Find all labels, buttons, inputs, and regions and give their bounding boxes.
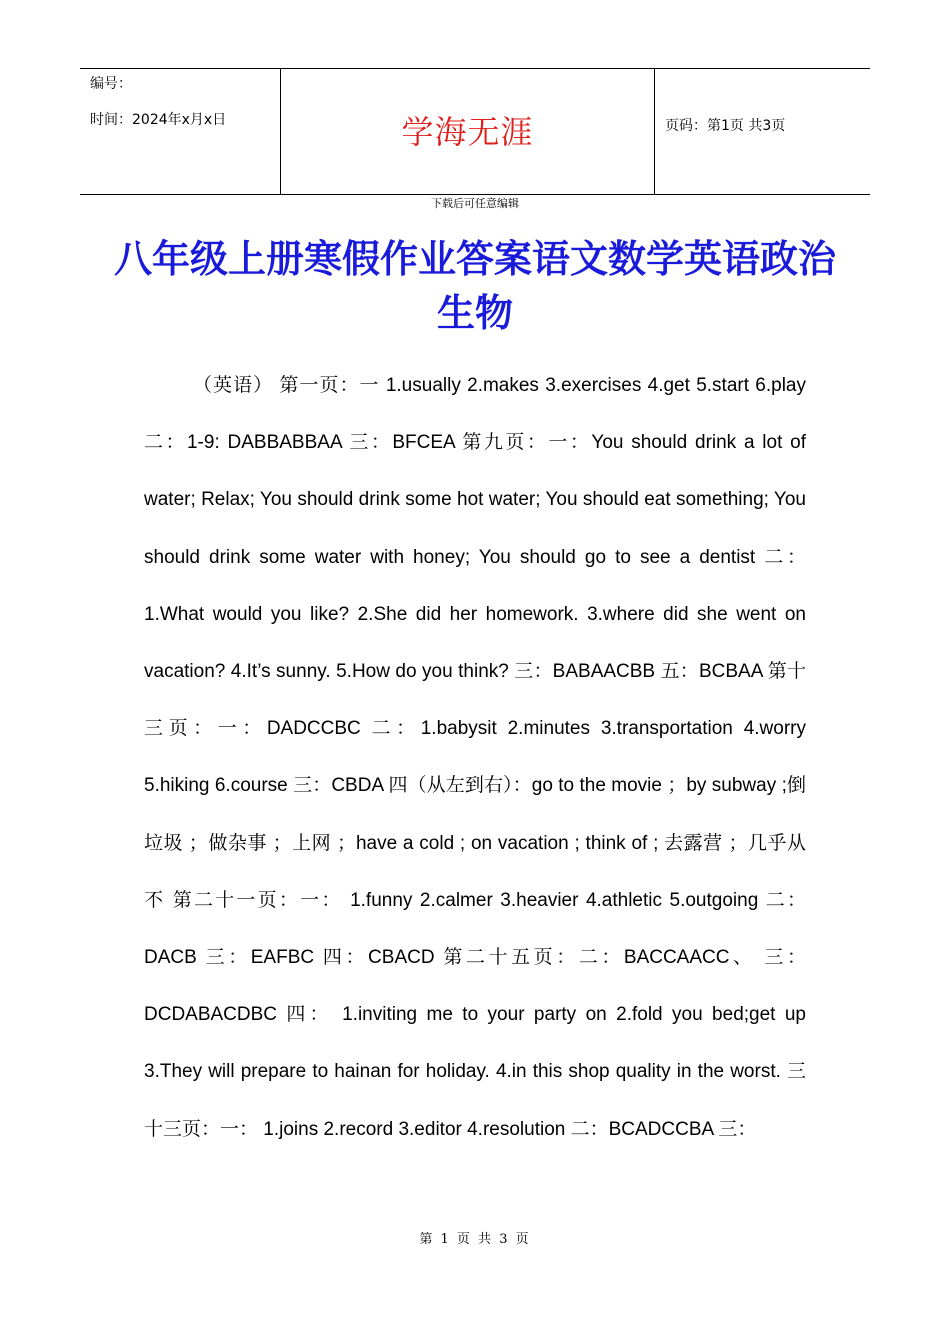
answer-body (144, 357, 806, 1158)
document-title: 八年级上册寒假作业答案语文数学英语政治生物 (113, 236, 836, 335)
page-footer: 第 1 页 共 3 页 (419, 1232, 531, 1247)
header-middle-cell (281, 69, 655, 194)
date-label: 时间：2024年x月x日 (90, 112, 227, 128)
header-right-cell (655, 69, 870, 194)
answer-text: （英语） 第一页：一 1.usually 2.makes 3.exercises 4.get 5.start 6.play 二：1-9: DABBABBAA 三：BFCEA 第九页：一：You should drink a lot of water; Relax; You should drink some hot water; You should eat something; You should drink some water with honey; You should go to see a dentist 二： 1.What would you like? 2.She did her homework. 3.where did she went on vacation? 4.It’s sunny. 5.How do you think? 三：BABAACBB 五：BCBAA 第十三页：一：DADCCBC 二：1.babysit 2.minutes 3.transportation 4.worry 5.hiking 6.course 三：CBDA 四（从左到右）：go to the movie ；by subway ;倒垃圾 ；做杂事 ；上网 ；have a cold ; on vacation ; think of ; 去露营 ；几乎从不 第二十一页：一： 1.funny 2.calmer 3.heavier 4.athletic 5.outgoing 二：DACB 三：EAFBC 四：CBACD 第二十五页：二：BACCAACC、 三：DCDABACDBC 四： 1.inviting me to your party on 2.fold you bed;get up 3.They will prepare to hainan for holiday. 4.in this shop quality in the worst. 三十三页：一： 1.joins 2.record 3.editor 4.resolution 二：BCADCCBA 三： (144, 375, 806, 1140)
download-notice: 下载后可任意编辑 (431, 197, 519, 210)
page-info: 页码：第1页 共3页 (665, 118, 786, 134)
brand-title: 学海无涯 (401, 113, 534, 151)
header-table (80, 68, 870, 195)
header-left-cell (80, 69, 281, 194)
serial-number-label: 编号： (90, 76, 132, 92)
